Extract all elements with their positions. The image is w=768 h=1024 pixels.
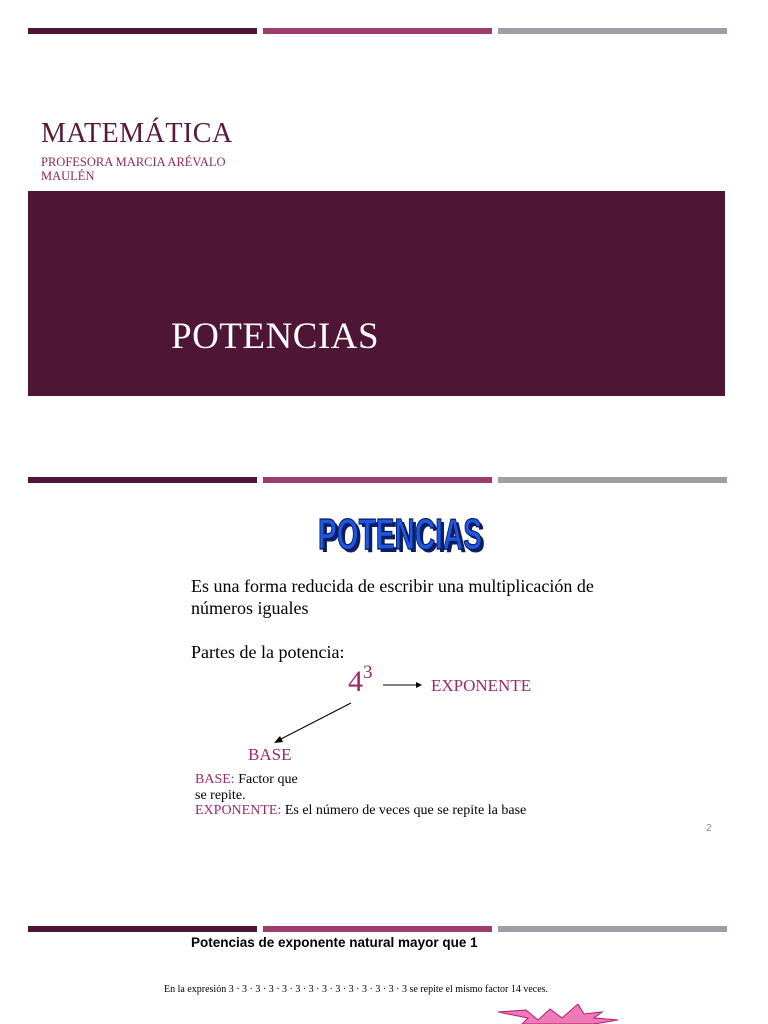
slide1-banner [28,191,725,396]
base-term: BASE: [195,772,235,787]
slide1-top-bars [28,28,727,34]
bar-gray [498,477,727,483]
bar-magenta [263,28,492,34]
slide2-top-bars [28,477,727,483]
starburst-icon [498,1004,628,1024]
base-definition-text: Factor que se repite. [195,772,298,803]
banner-title: POTENCIAS [171,316,380,357]
bar-magenta [263,477,492,483]
slide1-subtitle: PROFESORA MARCIA ARÉVALO MAULÉN [41,155,226,183]
bar-plum [28,477,257,483]
bar-magenta [263,926,492,932]
power-example [348,664,373,699]
exponent-definition-text: Es el número de veces que se repite la base [284,803,527,818]
wordart-shadow: POTENCIAS [321,513,485,562]
slide3-heading: Potencias de exponente natural mayor que 1 [191,935,478,950]
wordart-face: POTENCIAS [318,510,482,559]
power-base: 4 [348,665,363,698]
expression-text: En la expresión 3 · 3 · 3 · 3 · 3 · 3 · 3 · 3 · 3 · 3 · 3 · 3 · 3 · 3 se repite el mismo factor 14 veces. [164,984,549,995]
bar-plum [28,28,257,34]
exponent-term: EXPONENTE: [195,803,282,818]
slide1-title: MATEMÁTICA [41,118,233,149]
base-label: BASE [248,745,292,764]
page-number: 2 [706,823,712,834]
bar-gray [498,926,727,932]
bar-gray [498,28,727,34]
wordart-title [310,506,490,562]
slide3-top-bars [28,926,727,932]
bar-plum [28,926,257,932]
exponent-label: EXPONENTE [431,676,532,695]
arrow-right-icon [382,680,424,690]
parts-label: Partes de la potencia: [191,642,345,662]
base-definition [195,772,305,804]
intro-text: Es una forma reducida de escribir una multiplicación de números iguales [191,576,594,618]
arrow-to-base-icon [270,701,354,745]
exponent-definition [195,803,526,819]
power-exponent: 3 [363,662,373,683]
